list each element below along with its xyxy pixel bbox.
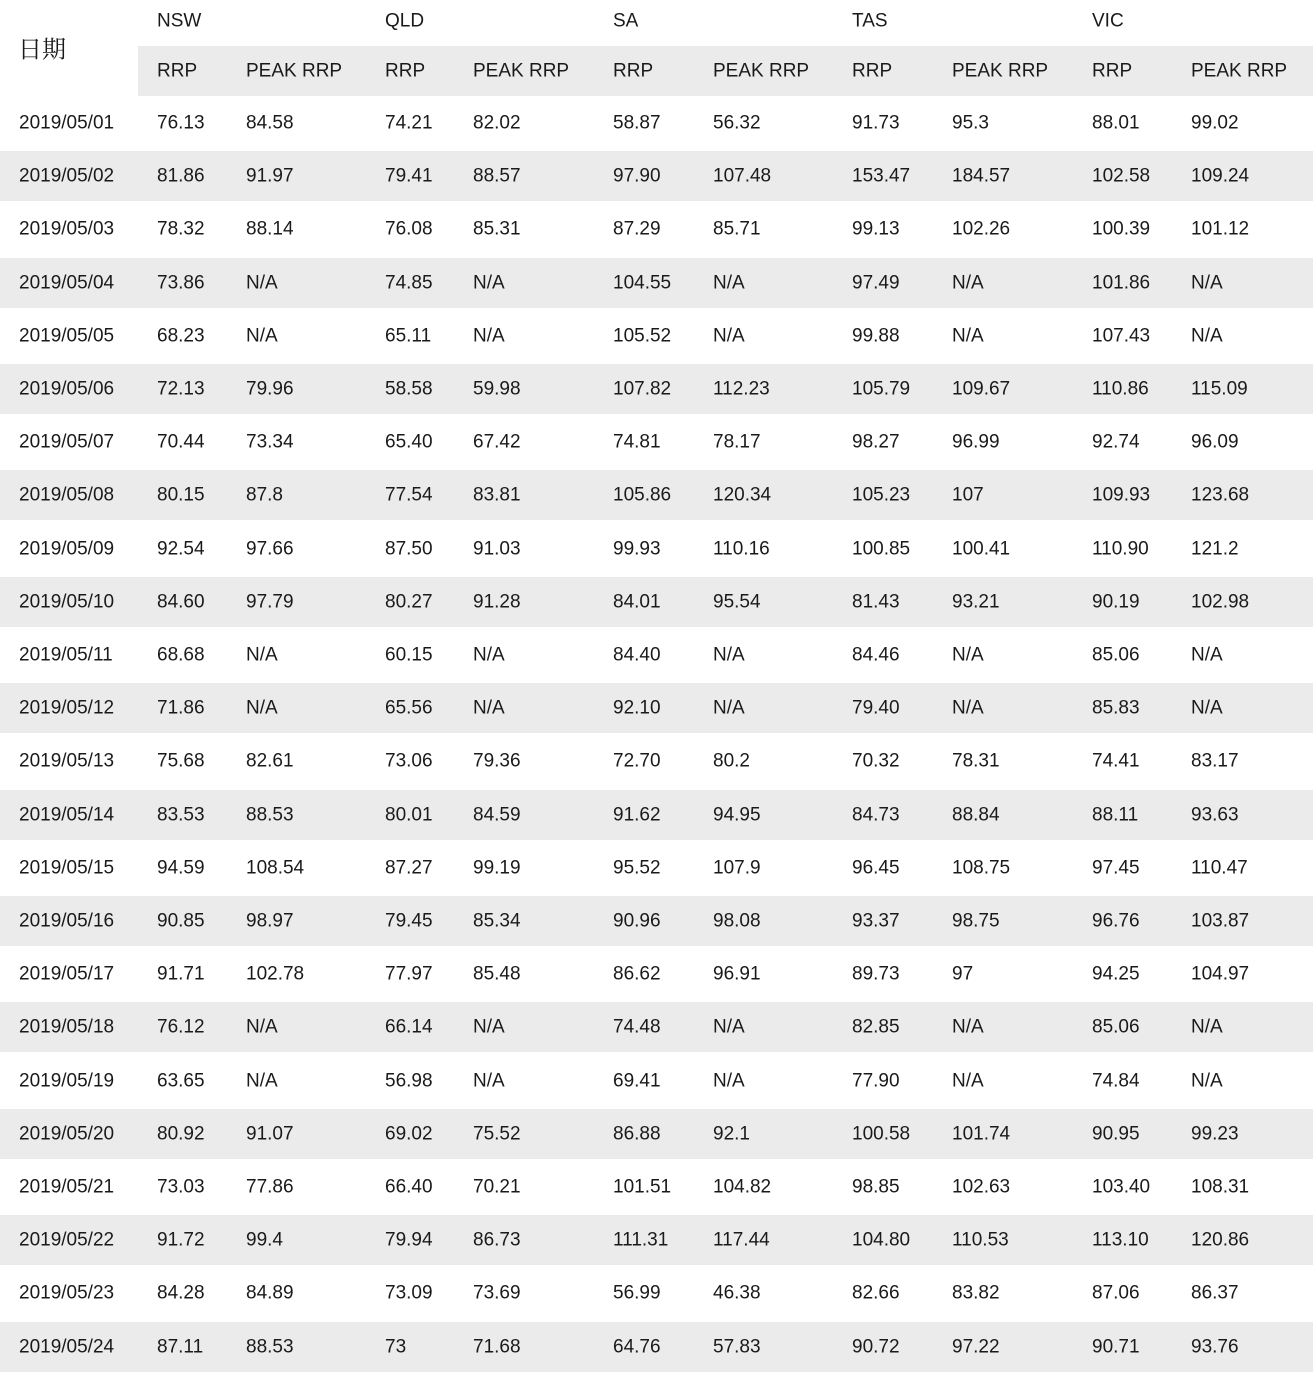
table-cell: 71.68: [473, 1336, 521, 1358]
table-cell: 100.58: [852, 1123, 911, 1145]
table-cell: 103.40: [1092, 1176, 1151, 1198]
table-cell: 88.11: [1092, 804, 1139, 826]
table-cell: 99.4: [246, 1229, 283, 1251]
table-cell: 104.80: [852, 1229, 911, 1251]
table-cell: 90.95: [1092, 1123, 1140, 1145]
table-cell: 88.14: [246, 218, 294, 240]
subheader-rrp-sa: RRP: [613, 60, 654, 82]
table-cell: 79.40: [852, 697, 900, 719]
subheader-peak-rrp-nsw: PEAK RRP: [246, 60, 343, 82]
table-cell: 87.11: [157, 1336, 204, 1358]
table-cell: 82.61: [246, 750, 294, 772]
table-cell: 110.86: [1092, 378, 1149, 400]
table-cell: 74.48: [613, 1016, 661, 1038]
table-cell-date: 2019/05/09: [19, 538, 115, 560]
table-cell: 74.41: [1092, 750, 1140, 772]
table-cell: 69.02: [385, 1123, 433, 1145]
table-cell: 184.57: [952, 165, 1011, 187]
table-cell: 95.52: [613, 857, 661, 879]
table-cell: 110.47: [1191, 857, 1248, 879]
table-cell: 91.62: [613, 804, 661, 826]
table-cell: 84.89: [246, 1282, 294, 1304]
table-cell-date: 2019/05/11: [19, 644, 113, 666]
group-header-sa: SA: [613, 10, 639, 32]
table-cell: 80.27: [385, 591, 433, 613]
table-cell: 100.41: [952, 538, 1011, 560]
table-cell: 102.26: [952, 218, 1011, 240]
table-cell: 91.72: [157, 1229, 205, 1251]
table-cell: N/A: [713, 1070, 745, 1092]
table-cell: 109.24: [1191, 165, 1250, 187]
table-cell: 79.96: [246, 378, 294, 400]
table-cell: 91.28: [473, 591, 521, 613]
table-cell: N/A: [713, 697, 745, 719]
table-cell: 120.86: [1191, 1229, 1250, 1251]
table-cell: 75.68: [157, 750, 205, 772]
table-cell: 103.87: [1191, 910, 1250, 932]
table-cell: 93.21: [952, 591, 1000, 613]
table-cell: 97.79: [246, 591, 294, 613]
table-cell: 104.97: [1191, 963, 1250, 985]
table-cell: 71.86: [157, 697, 205, 719]
table-cell: 80.92: [157, 1123, 205, 1145]
table-cell: 79.36: [473, 750, 521, 772]
table-cell-date: 2019/05/10: [19, 591, 115, 613]
table-cell: 90.96: [613, 910, 661, 932]
table-cell: 66.40: [385, 1176, 433, 1198]
table-cell: N/A: [246, 697, 278, 719]
group-header-vic: VIC: [1092, 10, 1124, 32]
table-cell-date: 2019/05/21: [19, 1176, 115, 1198]
table-cell: 65.56: [385, 697, 433, 719]
table-cell-date: 2019/05/07: [19, 431, 115, 453]
table-cell: 108.75: [952, 857, 1011, 879]
table-cell: 82.85: [852, 1016, 900, 1038]
table-cell: 100.39: [1092, 218, 1151, 240]
table-cell: 91.73: [852, 112, 900, 134]
table-cell: N/A: [246, 1016, 278, 1038]
group-header-qld: QLD: [385, 10, 425, 32]
table-cell-date: 2019/05/22: [19, 1229, 115, 1251]
subheader-peak-rrp-qld: PEAK RRP: [473, 60, 570, 82]
table-cell: N/A: [952, 325, 984, 347]
table-cell: 87.27: [385, 857, 433, 879]
table-cell: 84.59: [473, 804, 521, 826]
table-cell: 97.22: [952, 1336, 1000, 1358]
table-cell: 76.13: [157, 112, 205, 134]
table-cell-date: 2019/05/15: [19, 857, 115, 879]
table-cell: N/A: [473, 272, 505, 294]
table-cell: 98.08: [713, 910, 761, 932]
table-cell: 82.66: [852, 1282, 900, 1304]
table-cell: 98.27: [852, 431, 900, 453]
table-cell: 96.91: [713, 963, 761, 985]
table-cell: 65.40: [385, 431, 433, 453]
table-cell: 100.85: [852, 538, 911, 560]
table-cell: 96.09: [1191, 431, 1239, 453]
table-cell: 88.84: [952, 804, 1000, 826]
table-cell: 93.37: [852, 910, 900, 932]
table-cell: 93.76: [1191, 1336, 1239, 1358]
table-cell: 113.10: [1092, 1229, 1149, 1251]
table-cell: 109.93: [1092, 484, 1151, 506]
table-cell: 84.40: [613, 644, 661, 666]
table-cell: 88.57: [473, 165, 521, 187]
table-cell: 102.98: [1191, 591, 1250, 613]
group-header-tas: TAS: [852, 10, 888, 32]
table-cell: 99.23: [1191, 1123, 1239, 1145]
table-cell: 99.13: [852, 218, 900, 240]
table-cell: 99.93: [613, 538, 661, 560]
table-cell-date: 2019/05/19: [19, 1070, 115, 1092]
table-cell: 92.1: [713, 1123, 750, 1145]
table-cell: N/A: [1191, 697, 1223, 719]
table-cell: N/A: [713, 1016, 745, 1038]
table-cell: 105.23: [852, 484, 911, 506]
table-cell: 108.31: [1191, 1176, 1250, 1198]
table-cell: 98.85: [852, 1176, 900, 1198]
table-cell: 59.98: [473, 378, 521, 400]
subheader-rrp-tas: RRP: [852, 60, 893, 82]
table-cell: N/A: [473, 697, 505, 719]
table-cell: 105.86: [613, 484, 672, 506]
table-cell: 56.98: [385, 1070, 433, 1092]
table-cell: 102.78: [246, 963, 305, 985]
table-cell: N/A: [1191, 644, 1223, 666]
table-cell: 91.71: [157, 963, 205, 985]
table-cell: 105.52: [613, 325, 672, 347]
table-cell: 79.94: [385, 1229, 433, 1251]
table-cell: 85.34: [473, 910, 521, 932]
table-cell-date: 2019/05/24: [19, 1336, 115, 1358]
table-cell-date: 2019/05/17: [19, 963, 115, 985]
table-cell: 79.45: [385, 910, 433, 932]
table-cell: 99.88: [852, 325, 900, 347]
table-cell: 77.97: [385, 963, 433, 985]
table-cell: 86.62: [613, 963, 661, 985]
table-cell: 115.09: [1191, 378, 1248, 400]
table-cell-date: 2019/05/03: [19, 218, 115, 240]
table-cell: 77.54: [385, 484, 433, 506]
table-cell: 102.58: [1092, 165, 1151, 187]
table-cell: 74.21: [385, 112, 433, 134]
table-cell: 99.02: [1191, 112, 1239, 134]
table-cell: 85.06: [1092, 644, 1140, 666]
table-cell: 101.12: [1191, 218, 1250, 240]
table-cell: 66.14: [385, 1016, 433, 1038]
table-cell: 94.59: [157, 857, 205, 879]
table-cell: 92.54: [157, 538, 205, 560]
table-cell: N/A: [952, 272, 984, 294]
table-cell: 107.9: [713, 857, 761, 879]
table-cell: 90.19: [1092, 591, 1140, 613]
table-cell-date: 2019/05/02: [19, 165, 115, 187]
table-cell: 101.51: [613, 1176, 672, 1198]
table-cell: N/A: [713, 644, 745, 666]
table-cell: 107.48: [713, 165, 772, 187]
table-cell: 80.01: [385, 804, 433, 826]
table-cell: 73: [385, 1336, 407, 1358]
table-cell: N/A: [1191, 1070, 1223, 1092]
table-cell: 70.44: [157, 431, 205, 453]
table-cell-date: 2019/05/01: [19, 112, 115, 134]
table-cell: 73.06: [385, 750, 433, 772]
table-cell: 94.95: [713, 804, 761, 826]
table-cell: 88.01: [1092, 112, 1140, 134]
table-cell: 84.60: [157, 591, 205, 613]
subheader-peak-rrp-tas: PEAK RRP: [952, 60, 1049, 82]
table-cell: N/A: [952, 697, 984, 719]
table-cell: N/A: [246, 1070, 278, 1092]
table-cell: 69.41: [613, 1070, 661, 1092]
table-cell: 91.07: [246, 1123, 294, 1145]
table-cell: 85.06: [1092, 1016, 1140, 1038]
table-cell: 73.09: [385, 1282, 433, 1304]
table-cell: 73.03: [157, 1176, 205, 1198]
table-cell: N/A: [473, 644, 505, 666]
table-cell: 91.97: [246, 165, 294, 187]
table-cell-date: 2019/05/12: [19, 697, 115, 719]
table-cell: 84.58: [246, 112, 294, 134]
table-cell: N/A: [952, 1070, 984, 1092]
table-cell: 78.32: [157, 218, 205, 240]
table-cell: 87.06: [1092, 1282, 1140, 1304]
table-cell: 68.23: [157, 325, 205, 347]
subheader-rrp-nsw: RRP: [157, 60, 198, 82]
table-cell: 101.86: [1092, 272, 1151, 294]
table-cell: 112.23: [713, 378, 770, 400]
table-cell: 117.44: [713, 1229, 770, 1251]
table-cell: 107.43: [1092, 325, 1151, 347]
table-cell: 123.68: [1191, 484, 1250, 506]
table-cell-date: 2019/05/14: [19, 804, 115, 826]
table-cell: 86.37: [1191, 1282, 1239, 1304]
table-cell-date: 2019/05/05: [19, 325, 115, 347]
table-cell: 72.13: [157, 378, 205, 400]
table-cell: 78.17: [713, 431, 761, 453]
subheader-rrp-vic: RRP: [1092, 60, 1133, 82]
table-cell: 102.63: [952, 1176, 1011, 1198]
table-cell: 74.81: [613, 431, 661, 453]
table-cell: 108.54: [246, 857, 305, 879]
table-cell: 78.31: [952, 750, 1000, 772]
table-cell: 99.19: [473, 857, 521, 879]
table-cell: 95.3: [952, 112, 989, 134]
group-header-nsw: NSW: [157, 10, 202, 32]
table-cell: 105.79: [852, 378, 911, 400]
table-cell: 96.45: [852, 857, 900, 879]
table-cell: N/A: [713, 325, 745, 347]
table-cell: 60.15: [385, 644, 433, 666]
table-cell: 77.86: [246, 1176, 294, 1198]
table-cell: N/A: [1191, 272, 1223, 294]
table-cell: 68.68: [157, 644, 205, 666]
table-cell: 83.82: [952, 1282, 1000, 1304]
table-cell: 56.99: [613, 1282, 661, 1304]
table-cell: 104.55: [613, 272, 672, 294]
table-cell: 82.02: [473, 112, 521, 134]
table-cell: 85.31: [473, 218, 521, 240]
table-cell: 101.74: [952, 1123, 1011, 1145]
table-cell: 97.45: [1092, 857, 1140, 879]
table-cell: 96.99: [952, 431, 1000, 453]
table-cell: 97.66: [246, 538, 294, 560]
table-cell: 85.48: [473, 963, 521, 985]
table-cell: 76.08: [385, 218, 433, 240]
table-cell: 73.34: [246, 431, 294, 453]
table-cell: N/A: [1191, 1016, 1223, 1038]
table-cell-date: 2019/05/13: [19, 750, 115, 772]
table-cell: 111.31: [613, 1229, 669, 1251]
table-cell: 56.32: [713, 112, 761, 134]
table-cell: 85.71: [713, 218, 761, 240]
table-cell-date: 2019/05/20: [19, 1123, 115, 1145]
table-cell: 84.28: [157, 1282, 205, 1304]
table-cell: N/A: [713, 272, 745, 294]
table-cell: N/A: [246, 272, 278, 294]
table-cell: 97.49: [852, 272, 900, 294]
table-cell: 110.90: [1092, 538, 1149, 560]
table-cell: 89.73: [852, 963, 900, 985]
table-cell: 104.82: [713, 1176, 772, 1198]
table-cell: 84.01: [613, 591, 661, 613]
table-cell: 46.38: [713, 1282, 761, 1304]
table-cell: 86.73: [473, 1229, 521, 1251]
table-cell: 107.82: [613, 378, 672, 400]
table-cell: 58.58: [385, 378, 433, 400]
table-cell: 97: [952, 963, 974, 985]
subheader-rrp-qld: RRP: [385, 60, 426, 82]
table-cell: 86.88: [613, 1123, 661, 1145]
table-cell: N/A: [246, 644, 278, 666]
table-cell: N/A: [246, 325, 278, 347]
table-cell: 73.69: [473, 1282, 521, 1304]
table-cell: 72.70: [613, 750, 661, 772]
table-cell: 70.21: [473, 1176, 521, 1198]
table-cell: 107: [952, 484, 984, 506]
table-cell: 80.2: [713, 750, 750, 772]
table-cell: 81.86: [157, 165, 205, 187]
table-cell: 77.90: [852, 1070, 900, 1092]
table-cell: 88.53: [246, 804, 294, 826]
table-cell-date: 2019/05/23: [19, 1282, 115, 1304]
table-cell-date: 2019/05/06: [19, 378, 115, 400]
table-cell: 73.86: [157, 272, 205, 294]
date-column-header: 日期: [18, 35, 66, 64]
table-cell: N/A: [473, 325, 505, 347]
table-cell: 96.76: [1092, 910, 1140, 932]
table-cell: 95.54: [713, 591, 761, 613]
table-cell: N/A: [473, 1070, 505, 1092]
table-cell: 79.41: [385, 165, 433, 187]
table-cell: 70.32: [852, 750, 900, 772]
table-cell: 75.52: [473, 1123, 521, 1145]
table-cell: 90.71: [1092, 1336, 1140, 1358]
table-cell: 74.85: [385, 272, 433, 294]
table-cell: 83.17: [1191, 750, 1239, 772]
table-cell: 94.25: [1092, 963, 1140, 985]
table-cell: 109.67: [952, 378, 1011, 400]
table-cell: 65.11: [385, 325, 432, 347]
table-cell: 92.74: [1092, 431, 1140, 453]
table-cell: 87.8: [246, 484, 283, 506]
table-cell: 110.16: [713, 538, 770, 560]
table-cell-date: 2019/05/16: [19, 910, 115, 932]
table-cell: 84.73: [852, 804, 900, 826]
table-cell: 74.84: [1092, 1070, 1140, 1092]
table-cell: 58.87: [613, 112, 661, 134]
table-cell: 84.46: [852, 644, 900, 666]
table-cell: 83.53: [157, 804, 205, 826]
table-cell: 97.90: [613, 165, 661, 187]
table-cell: 63.65: [157, 1070, 205, 1092]
table-cell: 153.47: [852, 165, 911, 187]
table-cell: 120.34: [713, 484, 772, 506]
table-cell: N/A: [1191, 325, 1223, 347]
table-cell: 85.83: [1092, 697, 1140, 719]
table-cell: 76.12: [157, 1016, 205, 1038]
table-cell: N/A: [952, 1016, 984, 1038]
table-cell: 80.15: [157, 484, 205, 506]
table-cell: 90.85: [157, 910, 205, 932]
table-cell-date: 2019/05/08: [19, 484, 115, 506]
table-cell: 98.97: [246, 910, 294, 932]
table-cell: 93.63: [1191, 804, 1239, 826]
table-cell: 87.29: [613, 218, 661, 240]
table-cell: 90.72: [852, 1336, 900, 1358]
table-cell: 92.10: [613, 697, 661, 719]
table-cell: 87.50: [385, 538, 433, 560]
table-cell-date: 2019/05/18: [19, 1016, 115, 1038]
table-cell: 98.75: [952, 910, 1000, 932]
table-cell: 91.03: [473, 538, 521, 560]
table-cell: N/A: [473, 1016, 505, 1038]
table-cell: 57.83: [713, 1336, 761, 1358]
subheader-peak-rrp-vic: PEAK RRP: [1191, 60, 1288, 82]
table-cell: 81.43: [852, 591, 900, 613]
table-cell: 64.76: [613, 1336, 661, 1358]
subheader-peak-rrp-sa: PEAK RRP: [713, 60, 810, 82]
table-cell: N/A: [952, 644, 984, 666]
table-cell: 121.2: [1191, 538, 1239, 560]
table-cell-date: 2019/05/04: [19, 272, 115, 294]
table-cell: 88.53: [246, 1336, 294, 1358]
table-cell: 83.81: [473, 484, 521, 506]
table-cell: 67.42: [473, 431, 521, 453]
table-cell: 110.53: [952, 1229, 1009, 1251]
